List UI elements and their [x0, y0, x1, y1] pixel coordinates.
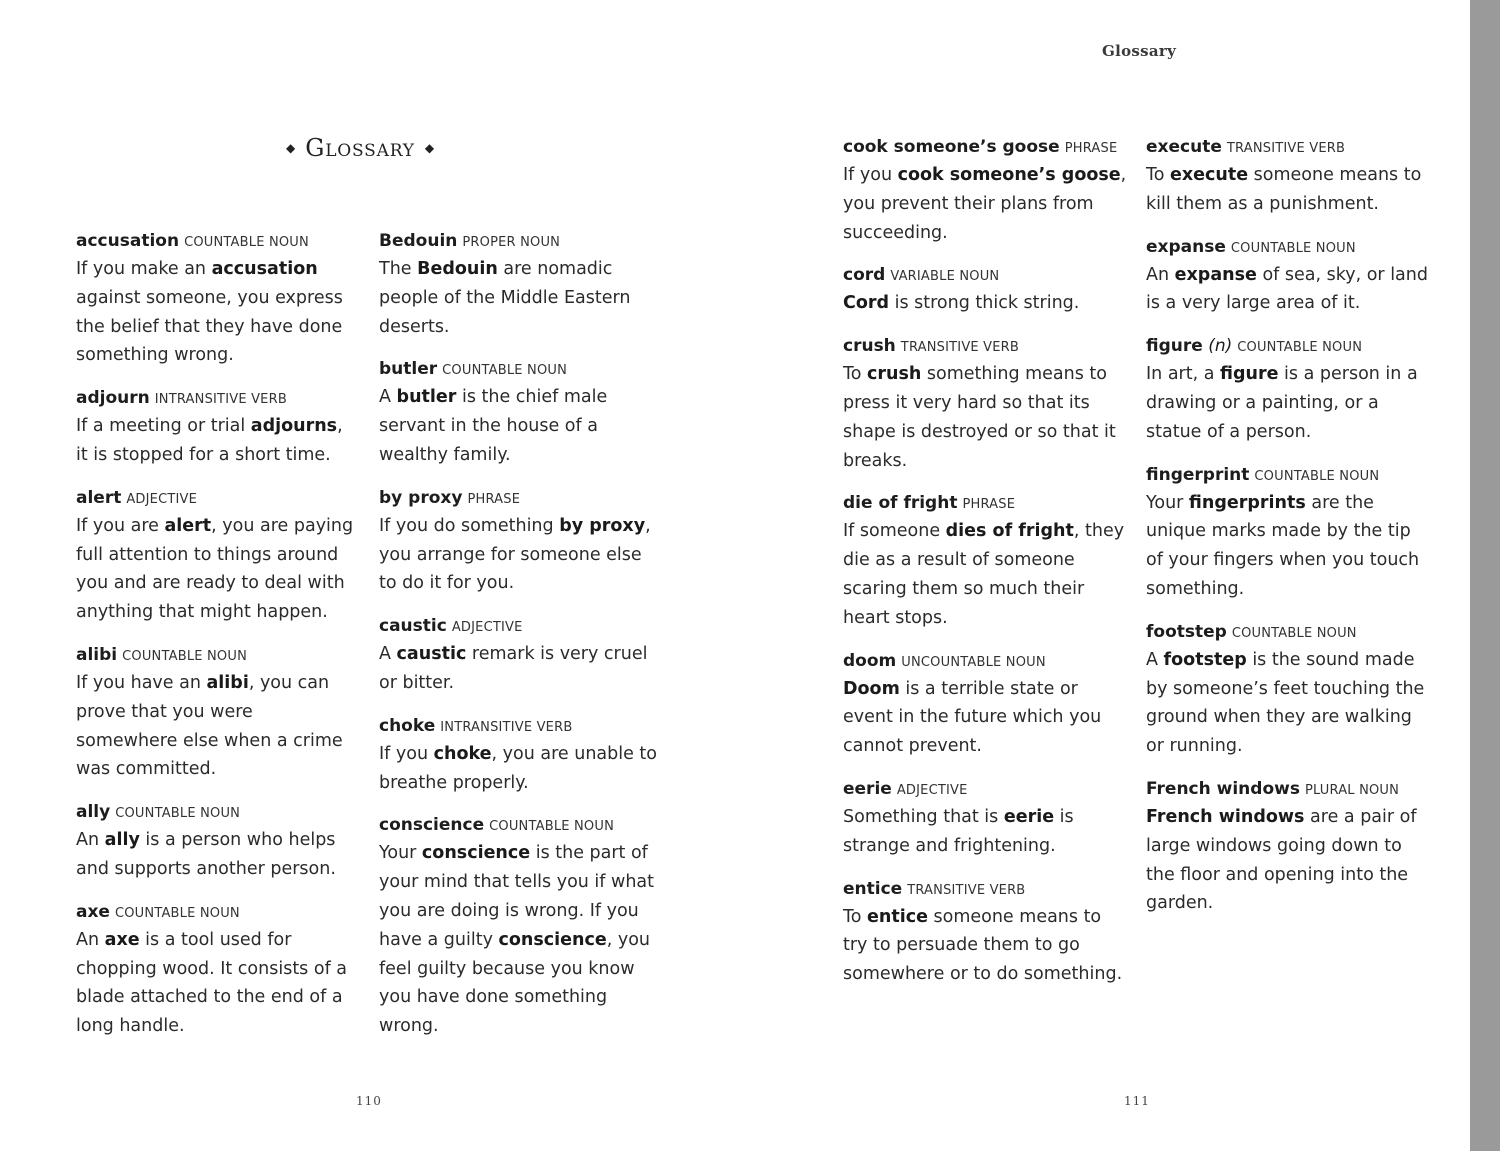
definition-keyword: axe: [104, 929, 140, 950]
definition: [843, 161, 1128, 247]
definition-keyword: alibi: [206, 672, 249, 693]
definition-text: is a terrible state or event in the future which you cannot prevent.: [843, 678, 1102, 757]
part-of-speech: PROPER NOUN: [462, 235, 561, 250]
definition-text: Something that is: [843, 806, 1004, 827]
definition-keyword: ally: [104, 830, 140, 851]
definition-text: , you feel guilty because you know you have done something wrong.: [379, 929, 650, 1037]
definition-text: If someone: [843, 521, 946, 542]
entry-headline: [379, 614, 664, 640]
headword: fingerprint: [1146, 464, 1250, 485]
headword: die of fright: [843, 493, 958, 514]
headword: alibi: [76, 644, 118, 665]
headword: figure: [1146, 336, 1203, 357]
glossary-entry: [379, 813, 664, 1041]
diamond-ornament-icon: ◆: [286, 141, 296, 155]
headword: expanse: [1146, 236, 1226, 257]
headword: cord: [843, 265, 886, 286]
entry-headline: [843, 649, 1128, 675]
definition: [76, 669, 358, 784]
headword: by proxy: [379, 487, 463, 508]
definition-text: is strange and frightening.: [843, 806, 1074, 856]
definition-text: If you have an: [76, 672, 207, 693]
definition: [843, 289, 1128, 318]
headword: butler: [379, 359, 438, 380]
definition: [843, 675, 1128, 761]
headword: alert: [76, 487, 122, 508]
glossary-entry: [843, 777, 1128, 861]
part-of-speech: PHRASE: [467, 491, 521, 507]
part-of-speech: COUNTABLE NOUN: [114, 905, 240, 921]
part-of-speech: PHRASE: [962, 497, 1016, 513]
headword: entice: [843, 878, 903, 899]
glossary-entry: [843, 649, 1128, 761]
definition-text: To: [843, 906, 867, 927]
glossary-entry: [76, 900, 358, 1041]
definition-text: something means to press it very hard so that its shape is destroyed or so that it breaks.: [843, 364, 1116, 471]
headword: conscience: [379, 815, 485, 836]
headword: doom: [843, 650, 897, 671]
entry-headline: [1146, 135, 1431, 161]
definition-text: If you: [379, 743, 434, 764]
entry-headline: [76, 386, 358, 412]
definition: [1146, 360, 1431, 446]
definition: [843, 517, 1128, 632]
definition-keyword: caustic: [396, 644, 467, 665]
entry-headline: [76, 229, 358, 255]
definition-keyword: figure: [1220, 364, 1279, 385]
headword: Bedouin: [379, 231, 458, 251]
part-of-speech: ADJECTIVE: [126, 491, 198, 507]
definition-text: A: [379, 644, 397, 665]
part-of-speech: COUNTABLE NOUN: [1254, 468, 1380, 484]
definition-keyword: French windows: [1146, 806, 1305, 827]
definition-keyword: dies of fright: [945, 521, 1074, 542]
entry-headline: [1146, 235, 1431, 261]
headword: adjourn: [76, 388, 150, 409]
page-edge-strip: [1470, 0, 1500, 1151]
part-of-speech: VARIABLE NOUN: [890, 269, 1000, 285]
glossary-entry: [76, 486, 358, 627]
glossary-entry: [843, 334, 1128, 475]
definition-text: If a meeting or trial: [76, 416, 251, 437]
entry-headline: [379, 357, 664, 383]
definition-keyword: crush: [867, 364, 922, 385]
part-of-speech: PHRASE: [1064, 141, 1118, 156]
definition-text: If you do something: [379, 515, 560, 536]
entry-headline: [379, 229, 664, 255]
definition-text: , they die as a result of someone scaring them so much their heart stops.: [843, 521, 1125, 628]
headword: accusation: [76, 231, 180, 251]
glossary-column-2: [379, 229, 664, 1057]
glossary-entry: [379, 357, 664, 469]
definition-keyword: execute: [1170, 165, 1249, 185]
entry-headline: [1146, 334, 1431, 360]
definition-keyword: choke: [433, 743, 492, 764]
glossary-entry: [76, 386, 358, 470]
definition-text: are nomadic people of the Middle Eastern deserts.: [379, 259, 631, 337]
definition-text: is a tool used for chopping wood. It consists of a blade attached to the end of a long handle.: [76, 929, 348, 1037]
glossary-entry: [379, 486, 664, 598]
part-of-speech: COUNTABLE NOUN: [1230, 240, 1356, 256]
part-of-speech: TRANSITIVE VERB: [907, 882, 1026, 898]
definition-keyword: conscience: [498, 929, 607, 950]
definition-text: is a person in a drawing or a painting, or a statue of a person.: [1146, 364, 1418, 442]
glossary-entry: [1146, 777, 1431, 918]
entry-headline: [1146, 463, 1431, 489]
definition-text: is strong thick string.: [889, 293, 1080, 314]
definition-text: , you can prove that you were somewhere else when a crime was committed.: [76, 672, 343, 780]
part-of-speech: INTRANSITIVE VERB: [440, 719, 573, 735]
glossary-entry: [1146, 135, 1431, 219]
definition-keyword: Cord: [843, 293, 890, 314]
headword: execute: [1146, 137, 1222, 157]
definition-text: remark is very cruel or bitter.: [379, 644, 648, 693]
part-of-speech: PLURAL NOUN: [1304, 782, 1400, 798]
entry-headline: [843, 491, 1128, 517]
definition: [1146, 261, 1431, 319]
glossary-column-4: [1146, 135, 1431, 934]
definition-text: In art, a: [1146, 364, 1221, 385]
part-of-speech: COUNTABLE NOUN: [1231, 625, 1357, 641]
definition-text: To: [1146, 165, 1170, 185]
glossary-entry: [379, 614, 664, 698]
definition-text: An: [76, 929, 105, 950]
definition-text: To: [843, 364, 867, 385]
glossary-entry: [1146, 334, 1431, 446]
definition-keyword: adjourns: [250, 416, 338, 437]
definition-text: , it is stopped for a short time.: [76, 416, 343, 465]
headword: cook someone’s goose: [843, 137, 1060, 157]
headword: ally: [76, 802, 111, 823]
definition-text: someone means to kill them as a punishment.: [1146, 165, 1422, 214]
definition: [379, 383, 664, 469]
definition-text: An: [1146, 264, 1175, 285]
glossary-entry: [76, 643, 358, 784]
definition: [1146, 646, 1431, 761]
part-of-speech: ADJECTIVE: [896, 782, 968, 798]
entry-headline: [379, 714, 664, 740]
entry-headline: [76, 643, 358, 669]
definition-text: someone means to try to persuade them to go somewhere or to do something.: [843, 906, 1123, 985]
definition-text: of sea, sky, or land is a very large area of it.: [1146, 264, 1428, 314]
glossary-entry: [843, 491, 1128, 632]
definition-text: against someone, you express the belief that they have done something wrong.: [76, 287, 343, 366]
definition: [843, 903, 1128, 989]
headword: axe: [76, 901, 110, 922]
definition: [1146, 489, 1431, 604]
definition-text: are a pair of large windows going down to the floor and opening into the garden.: [1146, 806, 1417, 914]
entry-headline: [843, 135, 1128, 161]
part-of-speech: INTRANSITIVE VERB: [154, 392, 287, 408]
glossary-column-1: [76, 229, 358, 1057]
definition: [843, 360, 1128, 475]
title-text: Glossary: [305, 134, 415, 162]
definition-keyword: footstep: [1163, 649, 1247, 670]
definition-keyword: expanse: [1174, 264, 1257, 285]
glossary-entry: [1146, 463, 1431, 604]
definition-keyword: conscience: [421, 843, 531, 864]
entry-headline: [1146, 620, 1431, 646]
glossary-entry: [379, 229, 664, 341]
definition: [1146, 803, 1431, 918]
definition-keyword: entice: [867, 906, 928, 927]
headword: choke: [379, 715, 436, 736]
part-of-speech: COUNTABLE NOUN: [115, 806, 241, 822]
entry-headline: [843, 334, 1128, 360]
definition-text: If you: [843, 165, 898, 185]
definition-text: is the sound made by someone’s feet touching the ground when they are walking or running.: [1146, 649, 1425, 757]
glossary-entry: [1146, 620, 1431, 761]
definition-text: An: [76, 830, 105, 851]
entry-headline: [379, 813, 664, 839]
definition-keyword: Doom: [843, 678, 900, 699]
part-of-speech: ADJECTIVE: [451, 620, 523, 636]
definition-text: is a person who helps and supports another person.: [76, 830, 336, 879]
definition: [76, 412, 358, 470]
glossary-entry: [843, 135, 1128, 247]
definition-keyword: butler: [396, 387, 457, 408]
entry-headline: [1146, 777, 1431, 803]
page-number-right: 111: [1124, 1094, 1150, 1108]
entry-headline: [843, 877, 1128, 903]
entry-headline: [843, 777, 1128, 803]
entry-headline: [76, 486, 358, 512]
definition-text: are the unique marks made by the tip of your fingers when you touch something.: [1146, 492, 1420, 599]
part-of-speech: COUNTABLE NOUN: [489, 819, 615, 835]
glossary-entry: [379, 714, 664, 798]
definition: [76, 255, 358, 370]
definition-text: , you prevent their plans from succeeding.: [843, 165, 1127, 243]
part-of-speech: COUNTABLE NOUN: [122, 648, 248, 664]
entry-headline: [843, 263, 1128, 289]
definition-keyword: eerie: [1003, 806, 1055, 827]
part-of-speech: TRANSITIVE VERB: [900, 340, 1020, 356]
definition: [76, 512, 358, 627]
glossary-column-3: [843, 135, 1128, 1005]
definition-keyword: alert: [164, 515, 212, 536]
glossary-entry: [843, 877, 1128, 989]
definition-text: If you make an: [76, 259, 212, 279]
headword: crush: [843, 336, 896, 357]
part-of-speech: TRANSITIVE VERB: [1226, 141, 1346, 156]
page-number-left: 110: [356, 1094, 382, 1108]
glossary-entry: [1146, 235, 1431, 319]
definition: [379, 839, 664, 1041]
definition: [76, 826, 358, 884]
definition-text: , you are unable to breathe properly.: [379, 743, 657, 793]
entry-headline: [379, 486, 664, 512]
glossary-entry: [843, 263, 1128, 318]
page-title: [286, 134, 451, 162]
definition: [76, 926, 358, 1041]
definition-keyword: by proxy: [559, 515, 646, 536]
entry-headline: [76, 800, 358, 826]
definition-text: Your: [379, 843, 422, 864]
definition-keyword: fingerprints: [1188, 492, 1306, 513]
definition-text: is the part of your mind that tells you if what you are doing is wrong. If you have a guilty: [379, 843, 655, 950]
definition: [843, 803, 1128, 861]
definition-text: is the chief male servant in the house of a wealthy family.: [379, 387, 608, 465]
part-of-speech: COUNTABLE NOUN: [442, 363, 568, 379]
headword: French windows: [1146, 778, 1300, 799]
definition-keyword: cook someone’s goose: [897, 165, 1121, 185]
headword-note: (n): [1208, 336, 1233, 357]
entry-headline: [76, 900, 358, 926]
headword: caustic: [379, 616, 447, 637]
definition-keyword: Bedouin: [417, 259, 498, 279]
part-of-speech: UNCOUNTABLE NOUN: [901, 654, 1046, 670]
definition-keyword: accusation: [211, 259, 318, 279]
definition-text: , you are paying full attention to things around you and are ready to deal with anything that might happen.: [76, 515, 354, 623]
definition: [379, 640, 664, 698]
part-of-speech: COUNTABLE NOUN: [1237, 340, 1363, 356]
definition-text: A: [379, 387, 397, 408]
headword: eerie: [843, 778, 892, 799]
definition: [1146, 161, 1431, 219]
glossary-entry: [76, 229, 358, 370]
diamond-ornament-icon: ◆: [424, 141, 435, 155]
definition-text: A: [1146, 649, 1164, 670]
running-head: Glossary: [1102, 42, 1177, 60]
glossary-entry: [76, 800, 358, 884]
definition-text: The: [379, 259, 418, 279]
part-of-speech: COUNTABLE NOUN: [184, 235, 309, 250]
headword: footstep: [1146, 621, 1227, 642]
definition: [379, 512, 664, 598]
definition: [379, 740, 664, 798]
definition-text: , you arrange for someone else to do it for you.: [379, 515, 651, 594]
definition: [379, 255, 664, 341]
definition-text: If you are: [76, 515, 165, 536]
definition-text: Your: [1146, 492, 1189, 513]
